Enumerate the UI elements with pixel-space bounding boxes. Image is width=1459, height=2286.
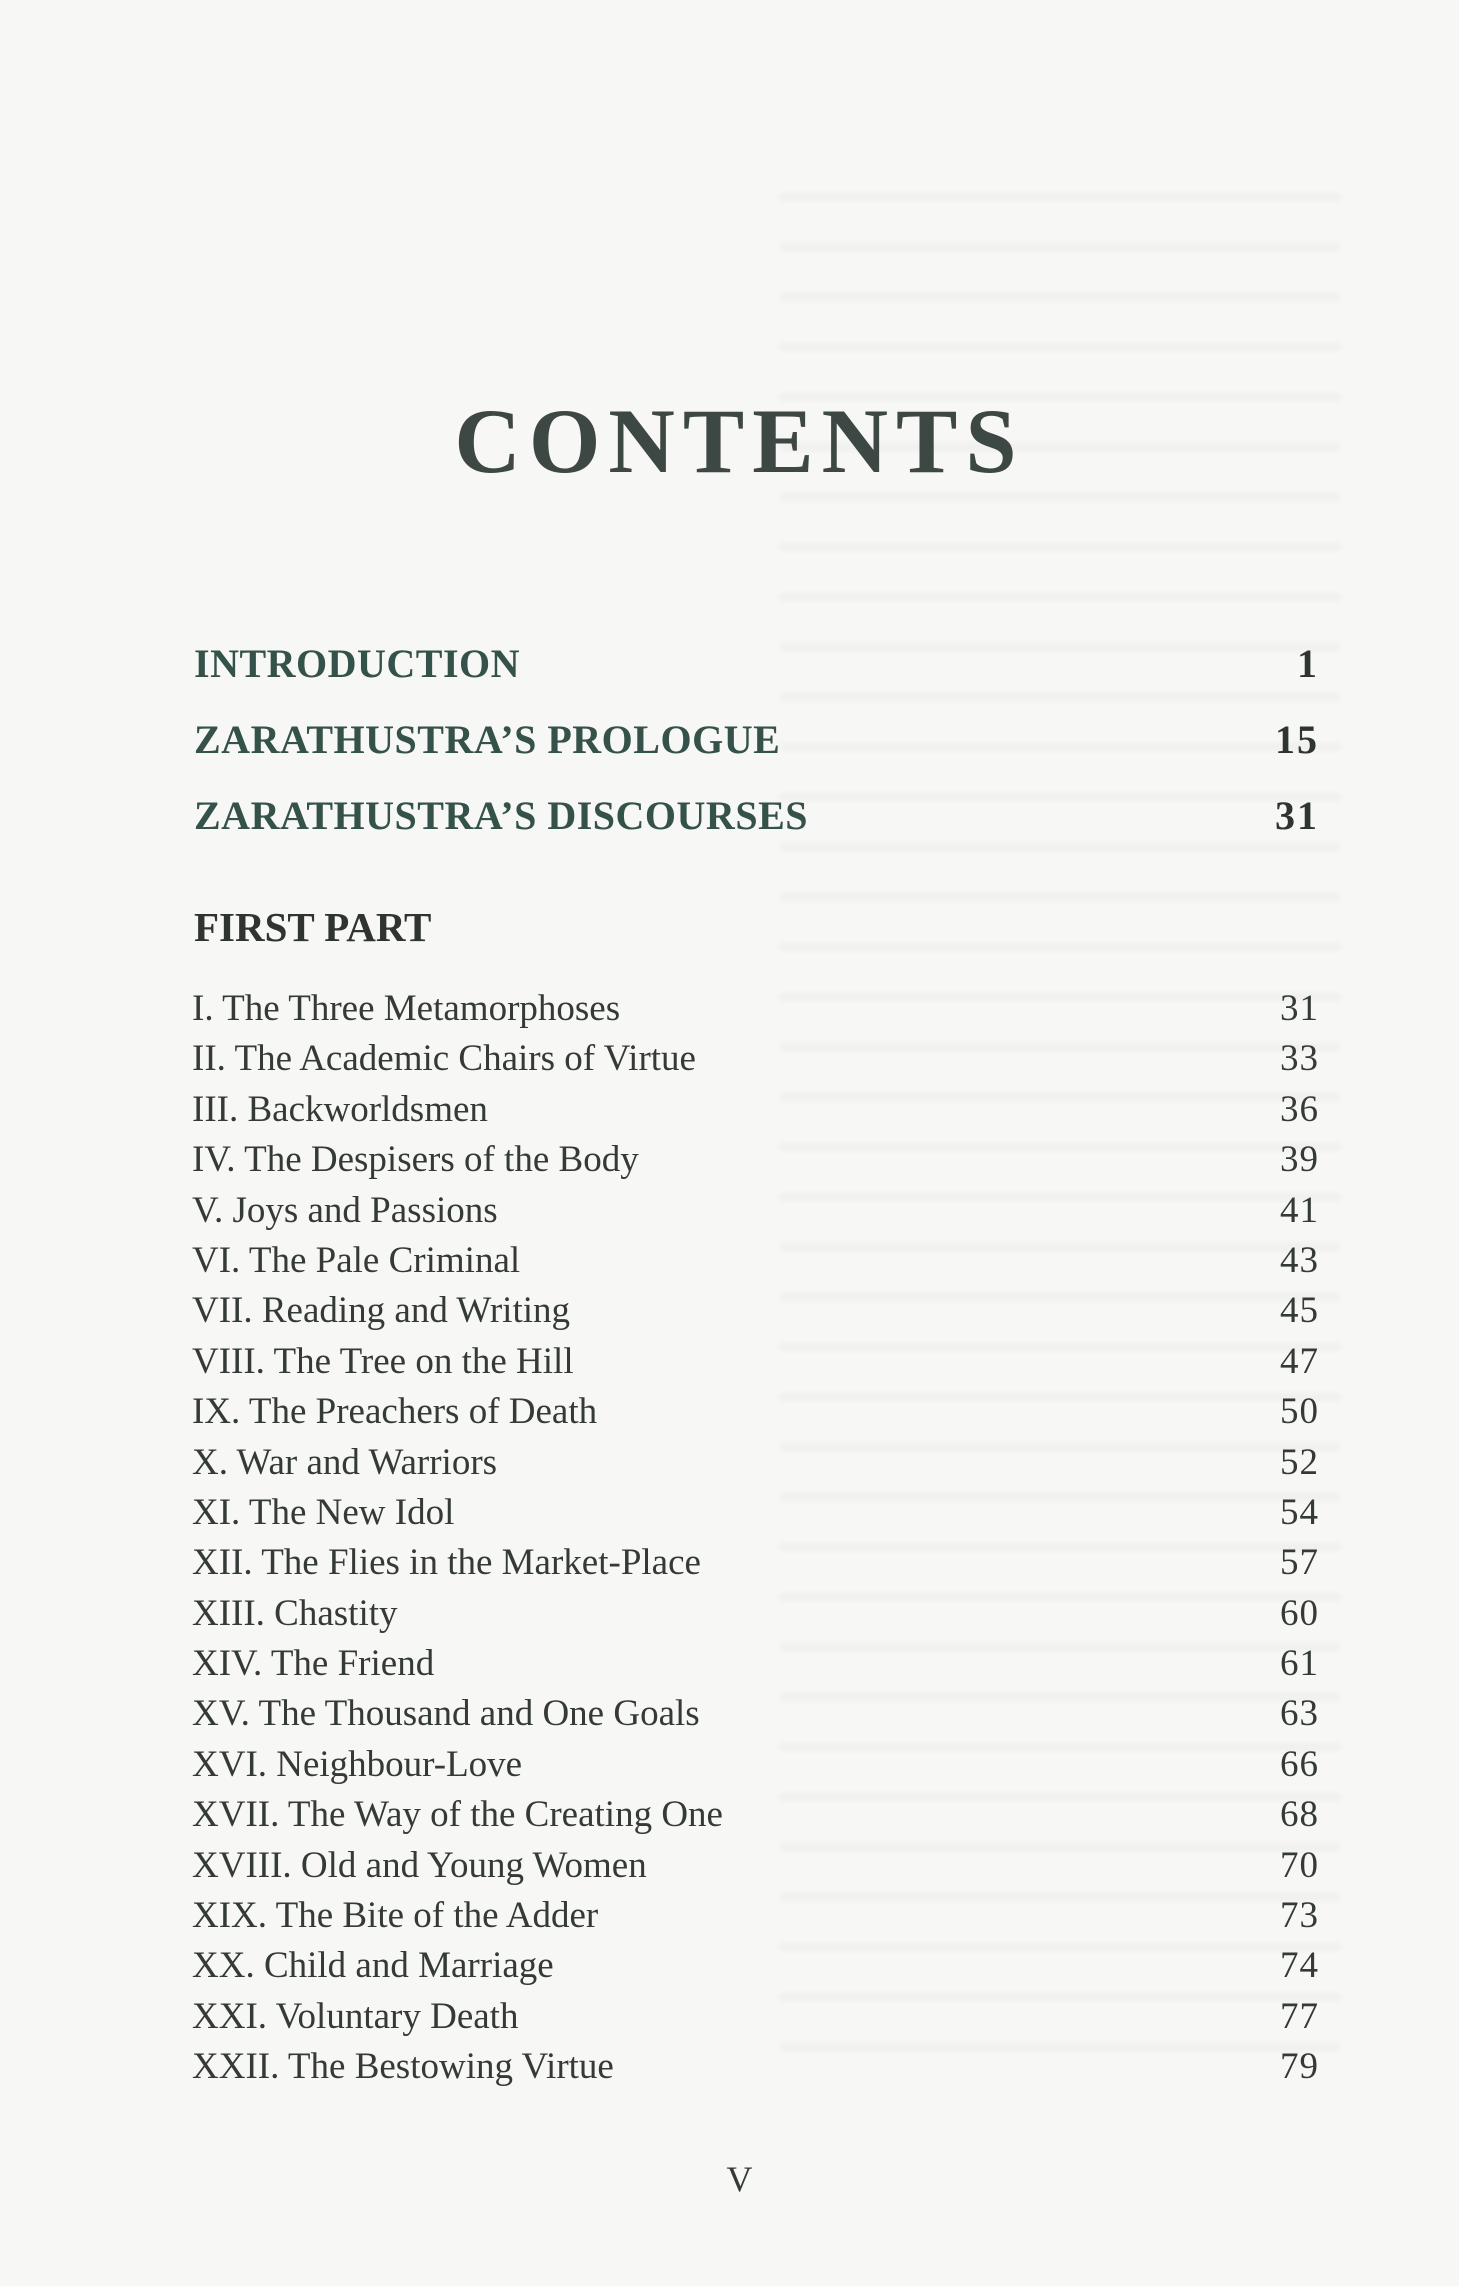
toc-major-entry[interactable]	[194, 640, 1319, 716]
toc-major-label: ZARATHUSTRA’S DISCOURSES	[194, 793, 808, 838]
toc-entry[interactable]	[192, 1589, 1319, 1639]
toc-major-label: ZARATHUSTRA’S PROLOGUE	[194, 717, 781, 762]
page-number: V	[726, 2159, 753, 2199]
toc-entry-page: 50	[1280, 1391, 1319, 1433]
toc-entry[interactable]	[192, 984, 1319, 1034]
toc-entry-page: 31	[1280, 988, 1319, 1029]
toc-entry-page: 47	[1280, 1340, 1319, 1382]
toc-entry[interactable]	[192, 2042, 1319, 2092]
toc-entry-label: XIV. The Friend	[192, 1643, 435, 1685]
toc-entry[interactable]	[192, 1689, 1319, 1739]
toc-entry-label: XVIII. Old and Young Women	[192, 1844, 647, 1886]
part-heading: FIRST PART	[194, 904, 432, 950]
toc-entry[interactable]	[192, 1538, 1319, 1588]
toc-entry-page: 43	[1280, 1239, 1319, 1281]
toc-entry-page: 54	[1280, 1491, 1319, 1533]
toc-entry[interactable]	[192, 1639, 1319, 1689]
toc-entry[interactable]	[192, 1790, 1319, 1840]
toc-entry[interactable]	[192, 1438, 1319, 1488]
toc-entry-page: 41	[1280, 1189, 1319, 1231]
toc-major-page: 1	[1297, 641, 1319, 686]
major-sections-list	[194, 640, 1319, 868]
toc-entry[interactable]	[192, 1488, 1319, 1538]
toc-entry-label: IX. The Preachers of Death	[192, 1391, 598, 1433]
toc-entry-label: XIX. The Bite of the Adder	[192, 1895, 599, 1937]
toc-entry-page: 68	[1280, 1794, 1319, 1836]
toc-entry-page: 57	[1280, 1542, 1319, 1584]
toc-entry-page: 36	[1280, 1088, 1319, 1130]
toc-entry-label: V. Joys and Passions	[192, 1189, 498, 1231]
toc-entry-label: II. The Academic Chairs of Virtue	[192, 1038, 696, 1080]
toc-entry[interactable]	[192, 1841, 1319, 1891]
toc-entry-label: XXI. Voluntary Death	[192, 1995, 519, 2037]
toc-entry-label: XVII. The Way of the Creating One	[192, 1794, 723, 1836]
toc-entry-page: 73	[1280, 1895, 1319, 1937]
toc-entry-label: III. Backworldsmen	[192, 1088, 488, 1130]
toc-entry[interactable]	[192, 1135, 1319, 1185]
toc-entry[interactable]	[192, 1941, 1319, 1991]
toc-entry-label: XI. The New Idol	[192, 1491, 455, 1533]
toc-major-label: INTRODUCTION	[194, 641, 521, 686]
toc-entry-label: XX. Child and Marriage	[192, 1945, 554, 1987]
toc-entry-page: 45	[1280, 1290, 1319, 1332]
toc-entry-page: 61	[1280, 1643, 1319, 1685]
toc-entry[interactable]	[192, 1286, 1319, 1336]
page-title: CONTENTS	[454, 390, 1025, 492]
toc-entry-page: 39	[1280, 1139, 1319, 1181]
toc-entry-page: 66	[1280, 1743, 1319, 1785]
toc-entry-label: I. The Three Metamorphoses	[192, 988, 621, 1029]
toc-entry-label: X. War and Warriors	[192, 1441, 498, 1483]
toc-entry-label: IV. The Despisers of the Body	[192, 1139, 639, 1181]
toc-entry-label: XV. The Thousand and One Goals	[192, 1693, 700, 1735]
toc-entry-label: VI. The Pale Criminal	[192, 1239, 521, 1281]
toc-major-page: 15	[1275, 717, 1319, 762]
toc-entry-page: 33	[1280, 1038, 1319, 1080]
toc-major-page: 31	[1275, 793, 1319, 838]
toc-entry-label: XIII. Chastity	[192, 1592, 398, 1634]
toc-entry-label: VII. Reading and Writing	[192, 1290, 571, 1332]
toc-entry-page: 52	[1280, 1441, 1319, 1483]
toc-entry-label: VIII. The Tree on the Hill	[192, 1340, 574, 1382]
toc-entry-page: 77	[1280, 1995, 1319, 2037]
toc-entry-label: XXII. The Bestowing Virtue	[192, 2046, 614, 2088]
toc-entry-page: 79	[1280, 2046, 1319, 2088]
toc-major-entry[interactable]	[194, 716, 1319, 792]
chapter-list	[192, 984, 1319, 2093]
toc-entry[interactable]	[192, 1186, 1319, 1236]
toc-entry-label: XII. The Flies in the Market-Place	[192, 1542, 701, 1584]
toc-entry[interactable]	[192, 1034, 1319, 1084]
toc-entry[interactable]	[192, 1992, 1319, 2042]
toc-entry-label: XVI. Neighbour-Love	[192, 1743, 523, 1785]
toc-entry[interactable]	[192, 1387, 1319, 1437]
toc-entry[interactable]	[192, 1740, 1319, 1790]
toc-entry[interactable]	[192, 1891, 1319, 1941]
toc-entry-page: 60	[1280, 1592, 1319, 1634]
toc-entry-page: 63	[1280, 1693, 1319, 1735]
toc-entry-page: 70	[1280, 1844, 1319, 1886]
toc-entry-page: 74	[1280, 1945, 1319, 1987]
toc-major-entry[interactable]	[194, 792, 1319, 868]
toc-entry[interactable]	[192, 1337, 1319, 1387]
toc-entry[interactable]	[192, 1236, 1319, 1286]
toc-entry[interactable]	[192, 1085, 1319, 1135]
